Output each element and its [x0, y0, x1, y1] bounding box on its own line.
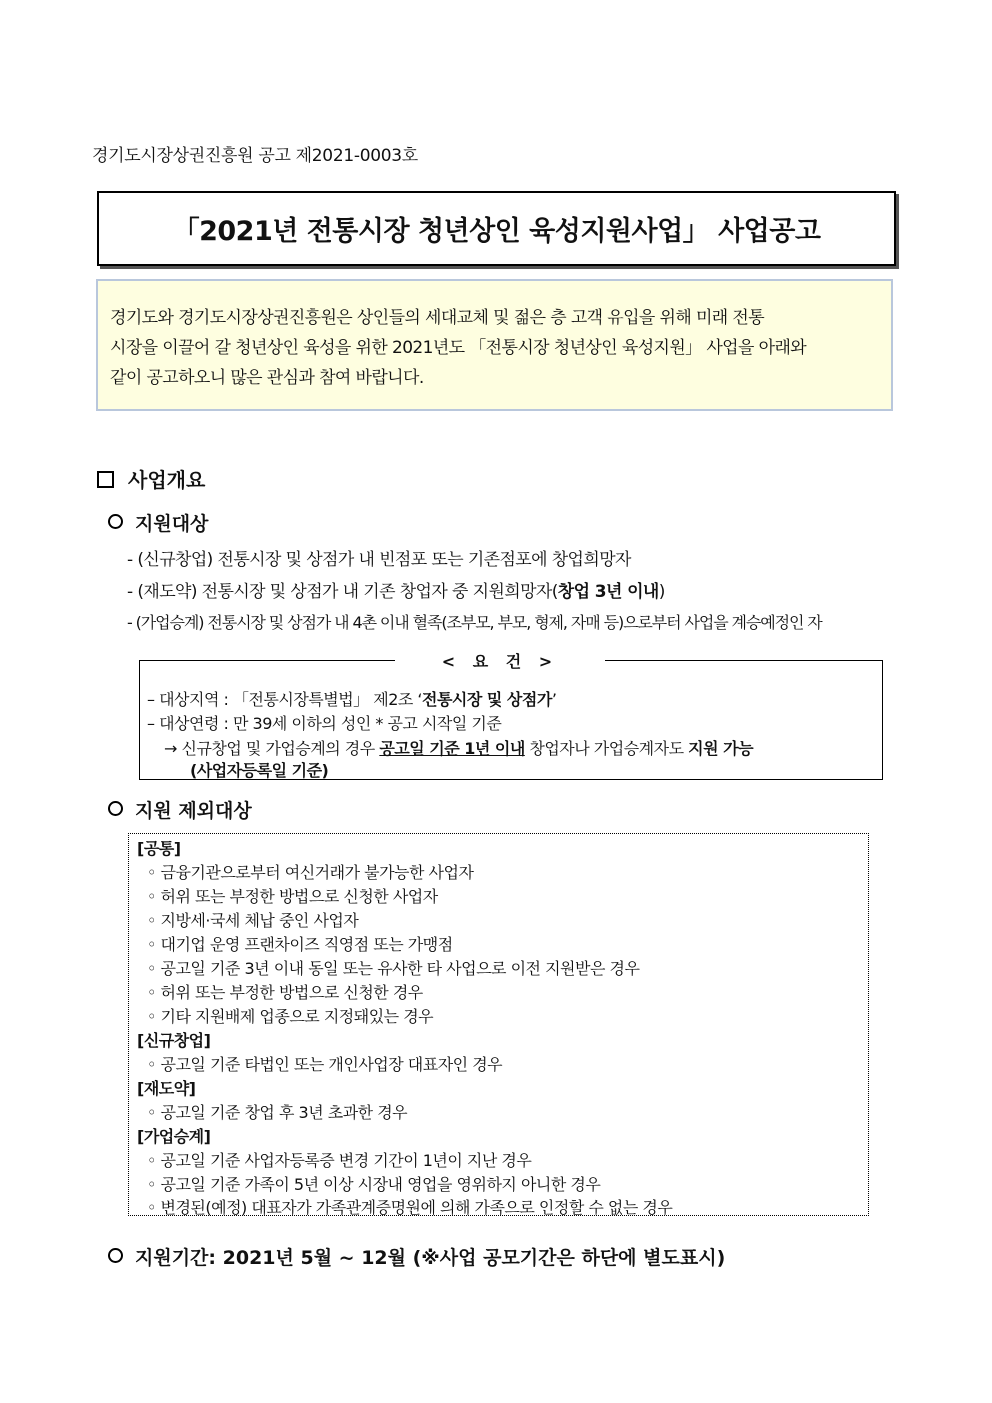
- announcement-title-text: 「2021년 전통시장 청년상인 육성지원사업」 사업공고: [172, 216, 821, 247]
- square-bullet-icon: [97, 471, 114, 488]
- requirement-region: [147, 687, 556, 710]
- target-item-leap: [127, 577, 665, 602]
- subheading-target-text: 지원대상: [135, 513, 209, 535]
- requirement-note: [164, 736, 753, 759]
- exclusion-category-succession: [가업승계]: [137, 1127, 211, 1146]
- target-item-new: - (신규창업) 전통시장 및 상점가 내 빈점포 또는 기존점포에 창업희망자: [127, 550, 631, 570]
- subheading-period: [108, 1243, 725, 1270]
- requirement-region-bold: 전통시장 및 상점가: [422, 690, 552, 709]
- exclusion-category-leap: [재도약]: [137, 1079, 196, 1098]
- requirement-note-underline: 공고일 기준 1년 이내: [379, 739, 525, 758]
- circle-bullet-icon: [108, 1248, 123, 1263]
- exclusion-category-new: [신규창업]: [137, 1031, 211, 1050]
- circle-bullet-icon: [108, 514, 123, 529]
- circle-bullet-icon: [108, 801, 123, 816]
- exclusion-item: ◦ 기타 지원배제 업종으로 지정돼있는 경우: [147, 1007, 434, 1026]
- exclusion-item: ◦ 대기업 운영 프랜차이즈 직영점 또는 가맹점: [147, 935, 453, 954]
- exclusion-item: ◦ 공고일 기준 3년 이내 동일 또는 유사한 타 사업으로 이전 지원받은 경우: [147, 959, 640, 978]
- subheading-period-text: 지원기간: 2021년 5월 ~ 12월 (※사업 공모기간은 하단에 별도표시): [135, 1247, 726, 1269]
- requirement-age: – 대상연령 : 만 39세 이하의 성인 * 공고 시작일 기준: [147, 714, 502, 733]
- subheading-exclusion-text: 지원 제외대상: [135, 800, 252, 822]
- requirement-note-pre: → 신규창업 및 가업승계의 경우: [164, 739, 380, 758]
- requirements-title: < 요 건 >: [395, 649, 605, 672]
- requirement-note-mid: 창업자나 가업승계자도: [524, 739, 689, 758]
- exclusion-category-common: [공통]: [137, 839, 181, 858]
- exclusion-item: ◦ 공고일 기준 타법인 또는 개인사업장 대표자인 경우: [147, 1055, 503, 1074]
- requirements-box: [139, 652, 883, 780]
- target-item-leap-bold: 창업 3년 이내: [557, 582, 659, 602]
- exclusion-item: ◦ 허위 또는 부정한 방법으로 신청한 경우: [147, 983, 423, 1002]
- announcement-title: [97, 191, 896, 266]
- notice-number: 경기도시장상권진흥원 공고 제2021-0003호: [92, 146, 418, 166]
- subheading-target: [108, 509, 208, 536]
- exclusion-item: ◦ 공고일 기준 가족이 5년 이상 시장내 영업을 영위하지 아니한 경우: [147, 1175, 601, 1194]
- section-heading: [97, 464, 205, 493]
- intro-line-1: 경기도와 경기도시장상권진흥원은 상인들의 세대교체 및 젊은 층 고객 유입을 위해 미래 전통: [110, 308, 765, 328]
- intro-line-3: 같이 공고하오니 많은 관심과 참여 바랍니다.: [110, 368, 424, 388]
- exclusion-item: ◦ 공고일 기준 창업 후 3년 초과한 경우: [147, 1103, 408, 1122]
- subheading-exclusion: [108, 796, 252, 823]
- section-heading-text: 사업개요: [128, 468, 206, 492]
- requirement-region-post: ’: [551, 690, 557, 709]
- exclusion-item: ◦ 허위 또는 부정한 방법으로 신청한 사업자: [147, 887, 438, 906]
- exclusion-item: ◦ 지방세·국세 체납 중인 사업자: [147, 911, 359, 930]
- target-item-succession: - (가업승계) 전통시장 및 상점가 내 4촌 이내 혈족(조부모, 부모, 형제, 자매 등)으로부터 사업을 계승예정인 자: [127, 613, 822, 632]
- requirement-region-pre: – 대상지역 : 「전통시장특별법」 제2조 ‘: [147, 690, 423, 709]
- exclusion-item: ◦ 변경된(예정) 대표자가 가족관계증명원에 의해 가족으로 인정할 수 없는 경우: [147, 1198, 673, 1217]
- intro-box: [96, 279, 893, 411]
- exclusion-item: ◦ 공고일 기준 사업자등록증 변경 기간이 1년이 지난 경우: [147, 1151, 532, 1170]
- target-item-leap-post: ): [658, 582, 665, 602]
- requirement-note-bold: 지원 가능: [688, 739, 754, 758]
- requirement-note-basis: (사업자등록일 기준): [190, 761, 329, 780]
- intro-line-2: 시장을 이끌어 갈 청년상인 육성을 위한 2021년도 「전통시장 청년상인 육성지원」 사업을 아래와: [110, 338, 807, 358]
- exclusion-box: [128, 833, 869, 1216]
- target-item-leap-pre: - (재도약) 전통시장 및 상점가 내 기존 창업자 중 지원희망자(: [127, 582, 558, 602]
- exclusion-item: ◦ 금융기관으로부터 여신거래가 불가능한 사업자: [147, 863, 474, 882]
